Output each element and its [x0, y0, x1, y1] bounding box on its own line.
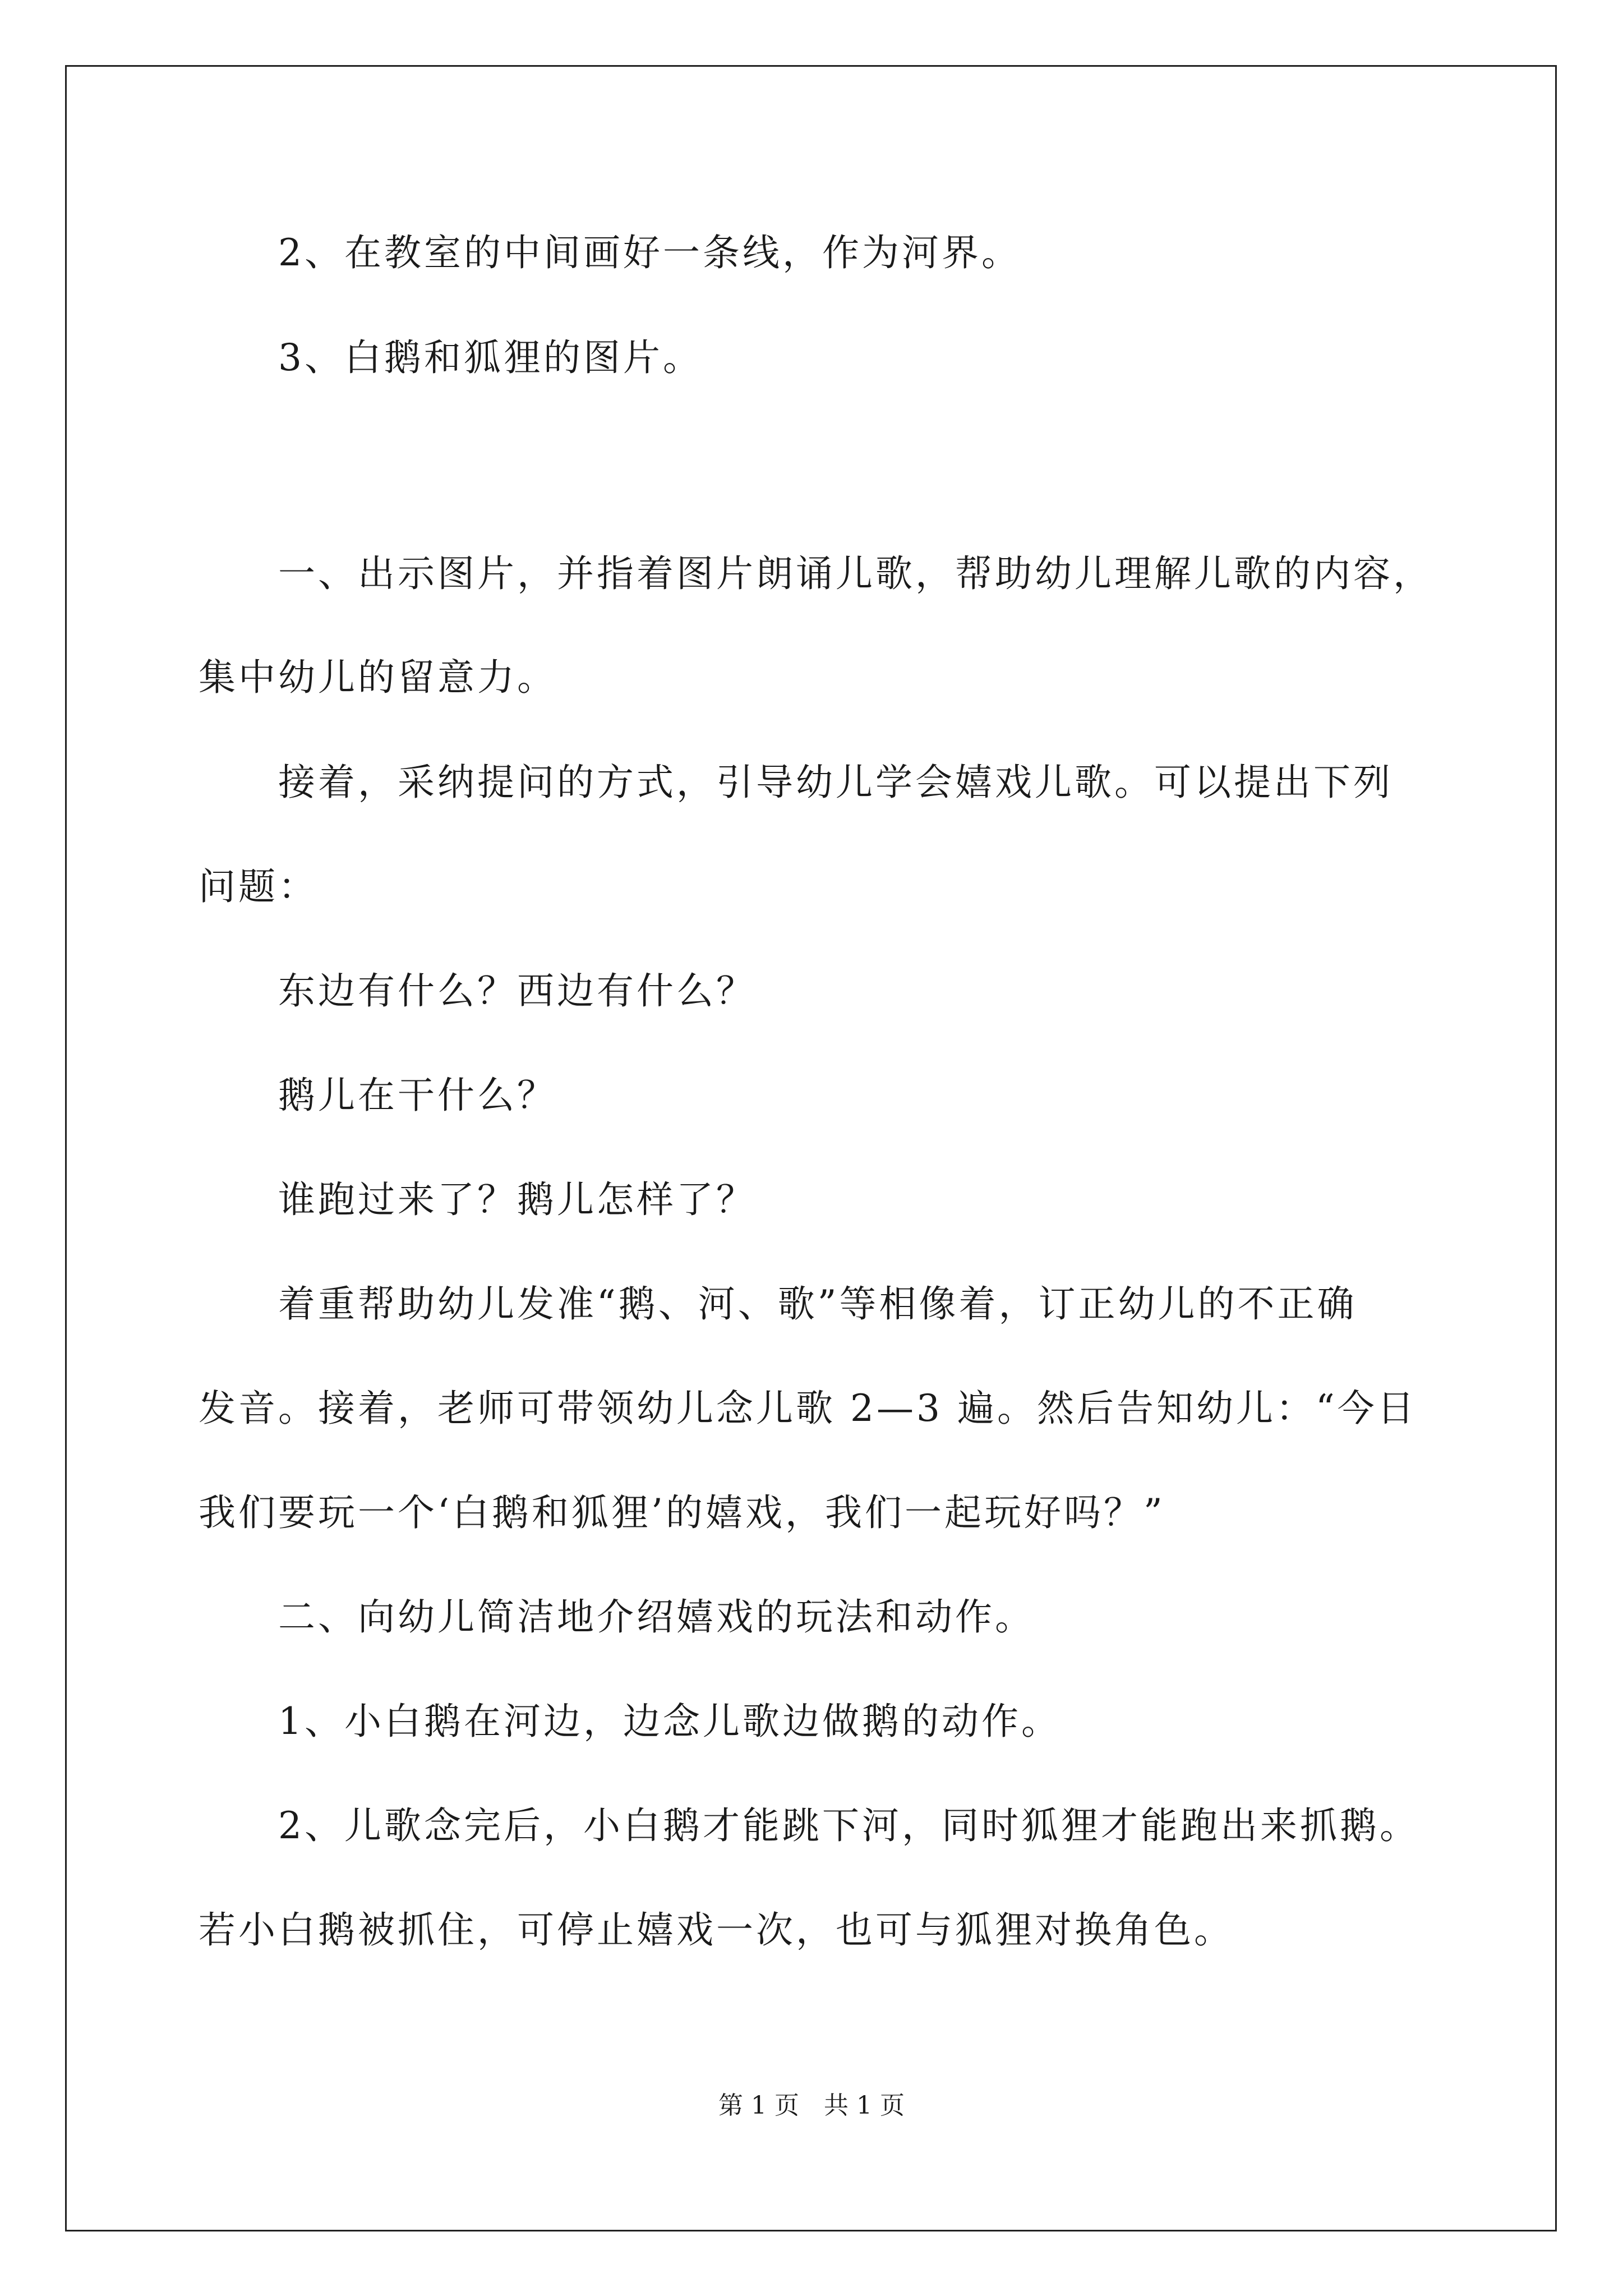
paragraph-line: 我们要玩一个‘白鹅和狐狸’的嬉戏，我们一起玩好吗？”: [199, 1491, 1165, 1534]
paragraph-line: 鹅儿在干什么？: [278, 1074, 557, 1117]
paragraph-line: 发音。接着，老师可带领幼儿念儿歌 2—3 遍。然后告知幼儿：“今日: [199, 1387, 1417, 1430]
paragraph-line: 二、向幼儿简洁地介绍嬉戏的玩法和动作。: [278, 1595, 1035, 1639]
paragraph-line: 接着，采纳提问的方式，引导幼儿学会嬉戏儿歌。可以提出下列: [278, 761, 1393, 804]
page-border: [65, 65, 1557, 2231]
paragraph-line: 若小白鹅被抓住，可停止嬉戏一次，也可与狐狸对换角色。: [199, 1908, 1234, 1952]
paragraph-line: 东边有什么？西边有什么？: [278, 969, 756, 1013]
paragraph-line: 1、小白鹅在河边，边念儿歌边做鹅的动作。: [278, 1700, 1061, 1743]
paragraph-line: 谁跑过来了？鹅儿怎样了？: [278, 1178, 756, 1221]
paragraph-line: 3、白鹅和狐狸的图片。: [278, 336, 703, 379]
paragraph-line: 2、在教室的中间画好一条线，作为河界。: [278, 231, 1021, 274]
paragraph-line: 着重帮助幼儿发准“鹅、河、歌”等相像着，订正幼儿的不正确: [278, 1282, 1357, 1326]
paragraph-line: 问题：: [199, 865, 318, 908]
page-number-footer: 第 1 页 共 1 页: [718, 2091, 905, 2120]
paragraph-line: 集中幼儿的留意力。: [199, 656, 557, 699]
paragraph-line: 一、出示图片，并指着图片朗诵儿歌，帮助幼儿理解儿歌的内容，: [278, 552, 1433, 595]
paragraph-line: 2、儿歌念完后，小白鹅才能跳下河，同时狐狸才能跑出来抓鹅。: [278, 1804, 1419, 1847]
